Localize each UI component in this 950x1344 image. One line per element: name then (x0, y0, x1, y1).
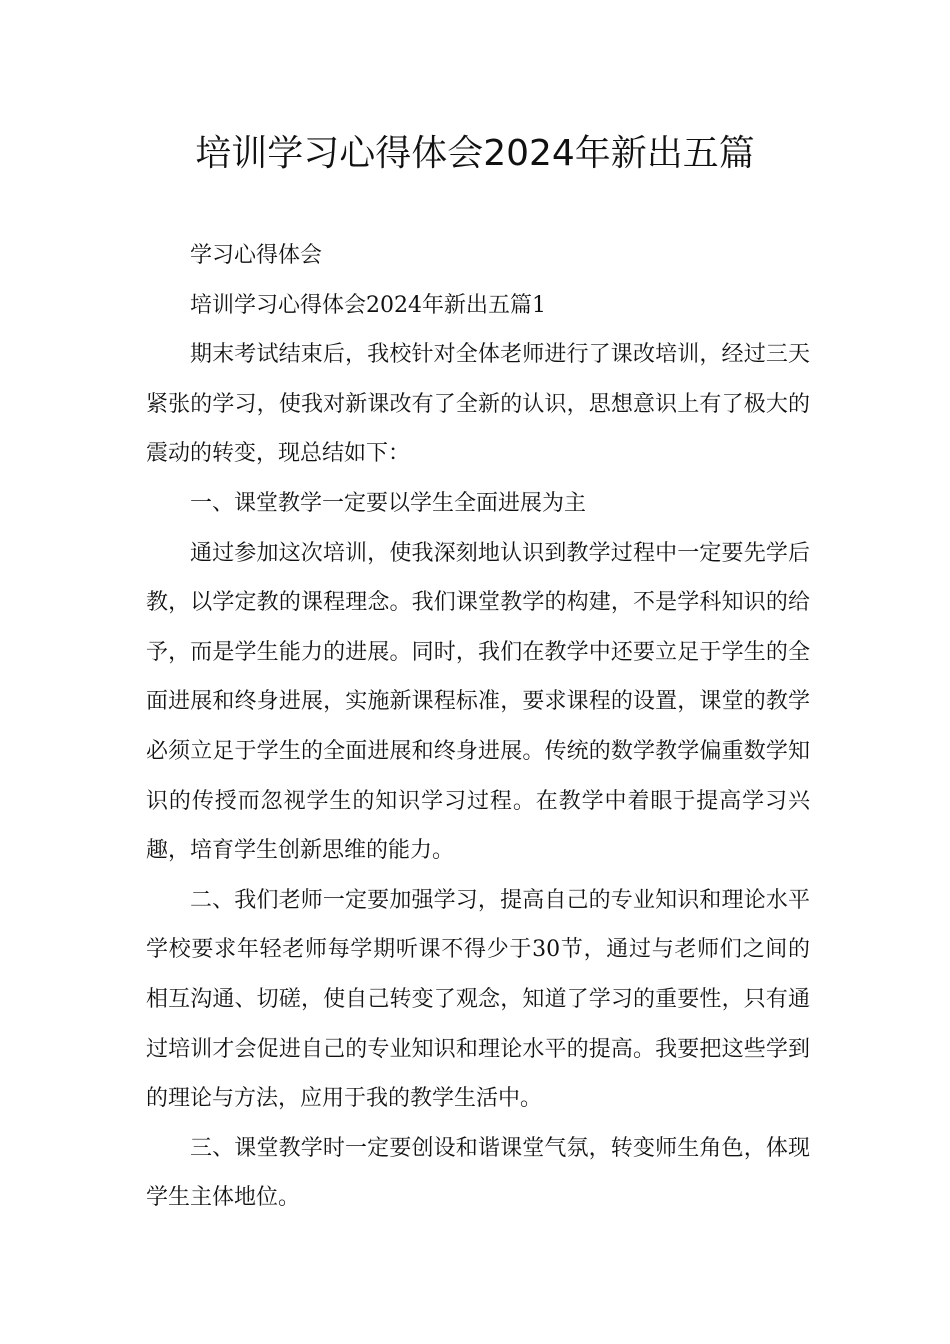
paragraph-intro: 期末考试结束后，我校针对全体老师进行了课改培训，经过三天紧张的学习，使我对新课改有了全新的认识，思想意识上有了极大的震动的转变，现总结如下： (146, 342, 810, 467)
paragraph-point-two: 二、我们老师一定要加强学习，提高自己的专业知识和理论水平学校要求年轻老师每学期听课不得少于30节，通过与老师们之间的相互沟通、切磋，使自己转变了观念，知道了学习的重要性，只有通过培训才会促进自己的专业知识和理论水平的提高。我要把这些学到的理论与方法，应用于我的教学生活中。 (146, 887, 810, 1112)
point-one-heading: 一、课堂教学一定要以学生全面进展为主 (190, 490, 587, 516)
article-subtitle: 培训学习心得体会2024年新出五篇1 (190, 292, 546, 318)
document-body (146, 231, 810, 1223)
section-heading: 学习心得体会 (190, 243, 323, 268)
document-title: 培训学习心得体会2024年新出五篇 (195, 133, 755, 174)
paragraph-point-one: 通过参加这次培训，使我深刻地认识到教学过程中一定要先学后教，以学定教的课程理念。我们课堂教学的构建，不是学科知识的给予，而是学生能力的进展。同时，我们在教学中还要立足于学生的全面进展和终身进展，实施新课程标准，要求课程的设置，课堂的教学必须立足于学生的全面进展和终身进展。传统的数学教学偏重数学知识的传授而忽视学生的知识学习过程。在教学中着眼于提高学习兴趣，培育学生创新思维的能力。 (146, 540, 810, 864)
paragraph-point-three: 三、课堂教学时一定要创设和谐课堂气氛，转变师生角色，体现学生主体地位。 (146, 1135, 810, 1211)
